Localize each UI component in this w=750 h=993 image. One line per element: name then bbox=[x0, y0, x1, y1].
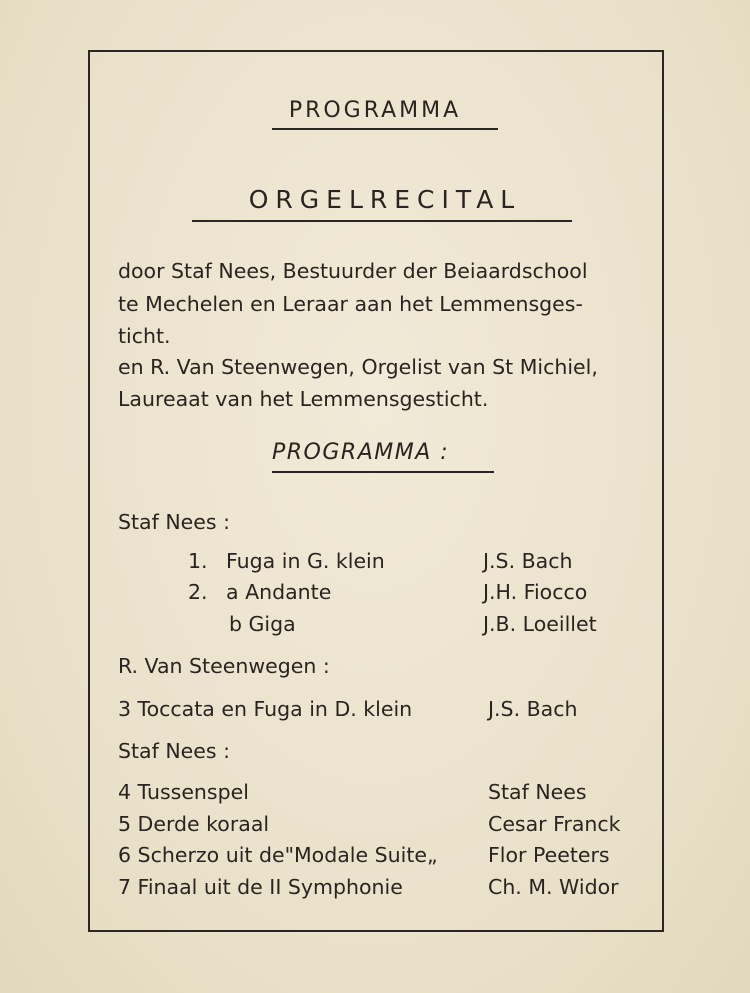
item-number: 2. bbox=[188, 580, 208, 604]
recital-underline bbox=[192, 220, 572, 222]
item-title: b Giga bbox=[229, 612, 296, 636]
page-title: PROGRAMMA bbox=[288, 98, 462, 123]
item-title: a Andante bbox=[226, 580, 332, 604]
performer-label: R. Van Steenwegen : bbox=[118, 654, 330, 678]
item-title: 6 Scherzo uit de"Modale Suite„ bbox=[118, 843, 438, 867]
item-composer: J.S. Bach bbox=[488, 697, 578, 721]
performer-label: Staf Nees : bbox=[118, 739, 231, 763]
item-composer: Ch. M. Widor bbox=[488, 875, 619, 899]
title-underline bbox=[272, 128, 498, 130]
program-heading-underline bbox=[272, 471, 494, 473]
item-title: 7 Finaal uit de II Symphonie bbox=[118, 875, 403, 899]
item-composer: Cesar Franck bbox=[488, 812, 621, 836]
item-composer: J.B. Loeillet bbox=[483, 612, 597, 636]
intro-line-1: door Staf Nees, Bestuurder der Beiaardschool bbox=[118, 259, 588, 283]
performer-label: Staf Nees : bbox=[118, 510, 231, 534]
item-title: 3 Toccata en Fuga in D. klein bbox=[118, 697, 413, 721]
item-composer: Staf Nees bbox=[488, 780, 587, 804]
item-composer: Flor Peeters bbox=[488, 843, 610, 867]
item-title: 4 Tussenspel bbox=[118, 780, 249, 804]
recital-title: ORGELRECITAL bbox=[248, 185, 522, 214]
intro-line-3: ticht. bbox=[118, 324, 171, 348]
intro-line-4: en R. Van Steenwegen, Orgelist van St Michiel, bbox=[118, 355, 598, 379]
intro-line-2: te Mechelen en Leraar aan het Lemmensges- bbox=[118, 292, 583, 316]
item-composer: J.H. Fiocco bbox=[483, 580, 588, 604]
program-heading: PROGRAMMA : bbox=[272, 440, 450, 465]
item-number: 1. bbox=[188, 549, 208, 573]
item-composer: J.S. Bach bbox=[483, 549, 573, 573]
item-title: 5 Derde koraal bbox=[118, 812, 270, 836]
item-title: Fuga in G. klein bbox=[226, 549, 385, 573]
intro-line-5: Laureaat van het Lemmensgesticht. bbox=[118, 387, 489, 411]
